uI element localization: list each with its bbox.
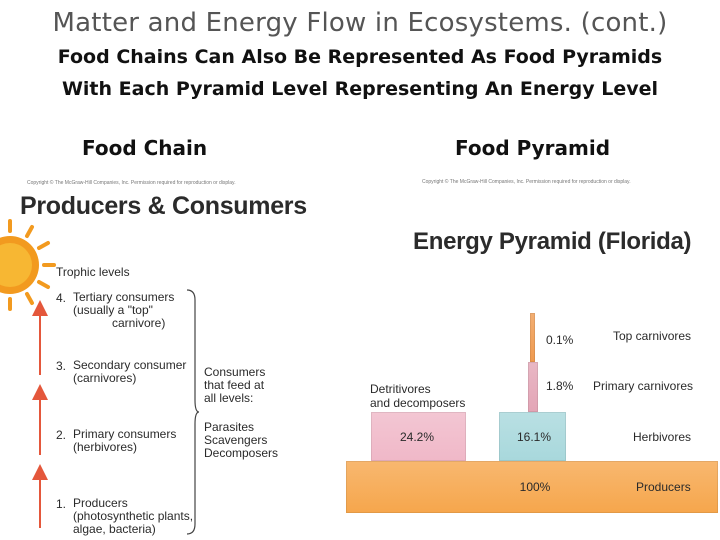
food-pyramid-heading: Food Pyramid <box>455 136 611 160</box>
level-4-name: Tertiary consumers <box>73 290 175 304</box>
top-carnivores-label: Top carnivores <box>613 329 692 343</box>
producers-value: 100% <box>519 480 551 494</box>
food-chain-heading: Food Chain <box>82 136 208 160</box>
level-3-number: 3. <box>56 359 67 373</box>
all-levels-feed: that feed at <box>204 378 265 392</box>
detritivores-label-line-2: and decomposers <box>370 396 466 410</box>
energy-pyramid-title: Energy Pyramid (Florida) <box>413 228 692 255</box>
slide-title: Matter and Energy Flow in Ecosystems. (cont.) <box>52 8 668 38</box>
level-2-name: Primary consumers <box>73 427 177 441</box>
level-4-number: 4. <box>56 291 67 305</box>
herbivores-label: Herbivores <box>633 430 692 444</box>
primary-carnivores-value: 1.8% <box>546 379 574 393</box>
level-1-detail-2: algae, bacteria) <box>73 522 156 536</box>
level-2-number: 2. <box>56 428 67 442</box>
energy-flow-arrows <box>30 280 50 530</box>
top-carnivores-value: 0.1% <box>546 333 574 347</box>
bar-top-carnivores <box>530 313 535 362</box>
detritivores-label-line-1: Detritivores <box>370 382 431 396</box>
decomposers-label: Decomposers <box>204 446 279 460</box>
herbivores-value: 16.1% <box>516 430 552 444</box>
food-chain-figure-title: Producers & Consumers <box>20 192 307 220</box>
all-levels-label: all levels: <box>204 391 254 405</box>
level-3-name: Secondary consumer <box>73 358 187 372</box>
trophic-levels-label: Trophic levels <box>56 265 130 279</box>
detritivores-value: 24.2% <box>399 430 435 444</box>
all-levels-bracket <box>185 288 201 538</box>
primary-carnivores-label: Primary carnivores <box>593 379 694 393</box>
level-1-number: 1. <box>56 497 67 511</box>
scavengers-label: Scavengers <box>204 433 268 447</box>
level-2-detail: (herbivores) <box>73 440 138 454</box>
producers-label: Producers <box>636 480 691 494</box>
level-1-detail: (photosynthetic plants, <box>73 509 194 523</box>
level-4-detail: (usually a "top" <box>73 303 153 317</box>
slide-subtitle-line-1: Food Chains Can Also Be Represented As Food Pyramids <box>57 46 663 68</box>
all-levels-consumers: Consumers <box>204 365 266 379</box>
level-3-detail: (carnivores) <box>73 371 137 385</box>
level-1-name: Producers <box>73 496 128 510</box>
bar-primary-carnivores <box>528 362 538 412</box>
level-4-detail-2: carnivore) <box>112 316 166 330</box>
slide-subtitle-line-2: With Each Pyramid Level Representing An Energy Level <box>61 78 659 100</box>
parasites-label: Parasites <box>204 420 255 434</box>
food-chain-copyright: Copyright © The McGraw-Hill Companies, Inc. Permission required for reproduction or display. <box>27 180 236 186</box>
food-pyramid-copyright: Copyright © The McGraw-Hill Companies, Inc. Permission required for reproduction or display. <box>422 179 631 185</box>
